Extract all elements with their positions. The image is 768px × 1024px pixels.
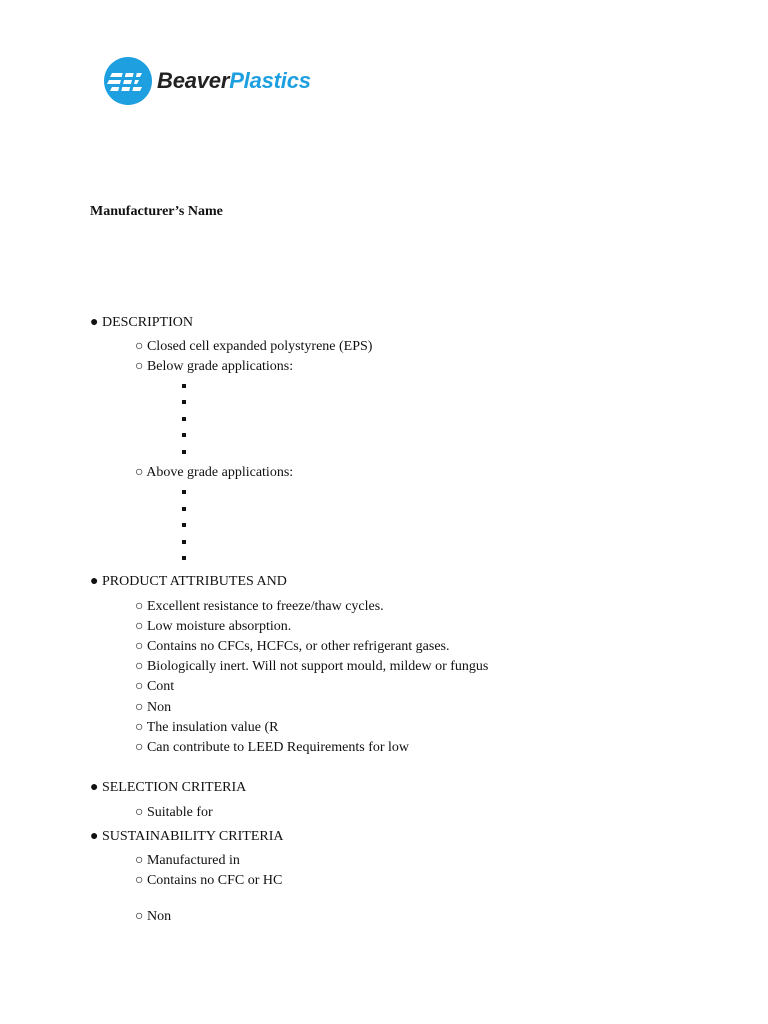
- list-item-text: Manufactured in: [146, 853, 240, 868]
- square-bullet-icon: [182, 400, 186, 404]
- square-bullet-icon: [182, 540, 186, 544]
- list-item: [135, 805, 213, 821]
- list-item: [135, 339, 372, 355]
- square-bullet-icon: [182, 433, 186, 437]
- section-sustainability-criteria: [90, 829, 283, 845]
- list-item: [135, 873, 282, 889]
- circle-bullet-icon: ○: [135, 740, 144, 755]
- list-item: [135, 639, 450, 655]
- list-item: [135, 619, 291, 635]
- list-item-text: Cont: [146, 679, 175, 694]
- section-description: [90, 315, 193, 331]
- company-logo: [103, 56, 311, 106]
- circle-bullet-icon: ○: [135, 619, 144, 634]
- list-item-text: Low moisture absorption.: [146, 619, 292, 634]
- square-bullet-icon: [182, 417, 186, 421]
- list-item-text: Biologically inert. Will not support mould, mildew or fungus: [146, 659, 489, 674]
- list-item: [135, 599, 384, 615]
- list-item: [135, 465, 293, 481]
- list-item: [135, 720, 279, 736]
- beaver-plastics-logo-icon: [103, 56, 153, 106]
- list-item-text: Can contribute to LEED Requirements for low: [146, 740, 410, 755]
- list-item: [135, 853, 240, 869]
- square-bullet-icon: [182, 556, 186, 560]
- list-item-text: The insulation value (R: [146, 720, 279, 735]
- bullet-icon: ●: [90, 829, 99, 844]
- list-item: [135, 700, 171, 716]
- circle-bullet-icon: ○: [135, 659, 144, 674]
- section-heading: DESCRIPTION: [101, 315, 193, 330]
- square-bullet-icon: [182, 490, 186, 494]
- section-heading: PRODUCT ATTRIBUTES AND: [101, 574, 287, 589]
- section-selection-criteria: [90, 780, 246, 796]
- manufacturer-name-label: Manufacturer’s Name: [90, 204, 223, 219]
- list-item: [135, 659, 488, 675]
- list-item: [135, 359, 293, 375]
- circle-bullet-icon: ○: [135, 805, 144, 820]
- company-name: [157, 68, 311, 94]
- list-item: [135, 909, 171, 925]
- section-heading: SELECTION CRITERIA: [101, 780, 247, 795]
- section-heading: SUSTAINABILITY CRITERIA: [101, 829, 284, 844]
- circle-bullet-icon: ○: [135, 639, 144, 654]
- circle-bullet-icon: ○: [135, 720, 144, 735]
- logo-word-plastics: Plastics: [229, 68, 311, 93]
- circle-bullet-icon: ○: [135, 679, 144, 694]
- list-item-text: Above grade applications:: [146, 465, 294, 480]
- square-bullet-icon: [182, 523, 186, 527]
- bullet-icon: ●: [90, 780, 99, 795]
- list-item-text: Non: [146, 909, 172, 924]
- list-item-text: Excellent resistance to freeze/thaw cycles.: [146, 599, 384, 614]
- square-bullet-icon: [182, 384, 186, 388]
- list-item-text: Closed cell expanded polystyrene (EPS): [146, 339, 373, 354]
- circle-bullet-icon: ○: [135, 909, 144, 924]
- bullet-icon: ●: [90, 315, 99, 330]
- section-product-attributes: [90, 574, 287, 590]
- list-item-text: Contains no CFCs, HCFCs, or other refrigerant gases.: [146, 639, 450, 654]
- circle-bullet-icon: ○: [135, 700, 144, 715]
- square-bullet-icon: [182, 507, 186, 511]
- circle-bullet-icon: ○: [135, 339, 144, 354]
- square-bullet-icon: [182, 450, 186, 454]
- circle-bullet-icon: ○: [135, 599, 144, 614]
- circle-bullet-icon: ○: [135, 465, 144, 480]
- circle-bullet-icon: ○: [135, 873, 144, 888]
- list-item-text: Contains no CFC or HC: [146, 873, 283, 888]
- logo-word-beaver: Beaver: [157, 68, 230, 93]
- list-item-text: Below grade applications:: [146, 359, 294, 374]
- list-item: [135, 740, 409, 756]
- list-item: [135, 679, 174, 695]
- list-item-text: Suitable for: [146, 805, 213, 820]
- list-item-text: Non: [146, 700, 172, 715]
- circle-bullet-icon: ○: [135, 359, 144, 374]
- bullet-icon: ●: [90, 574, 99, 589]
- circle-bullet-icon: ○: [135, 853, 144, 868]
